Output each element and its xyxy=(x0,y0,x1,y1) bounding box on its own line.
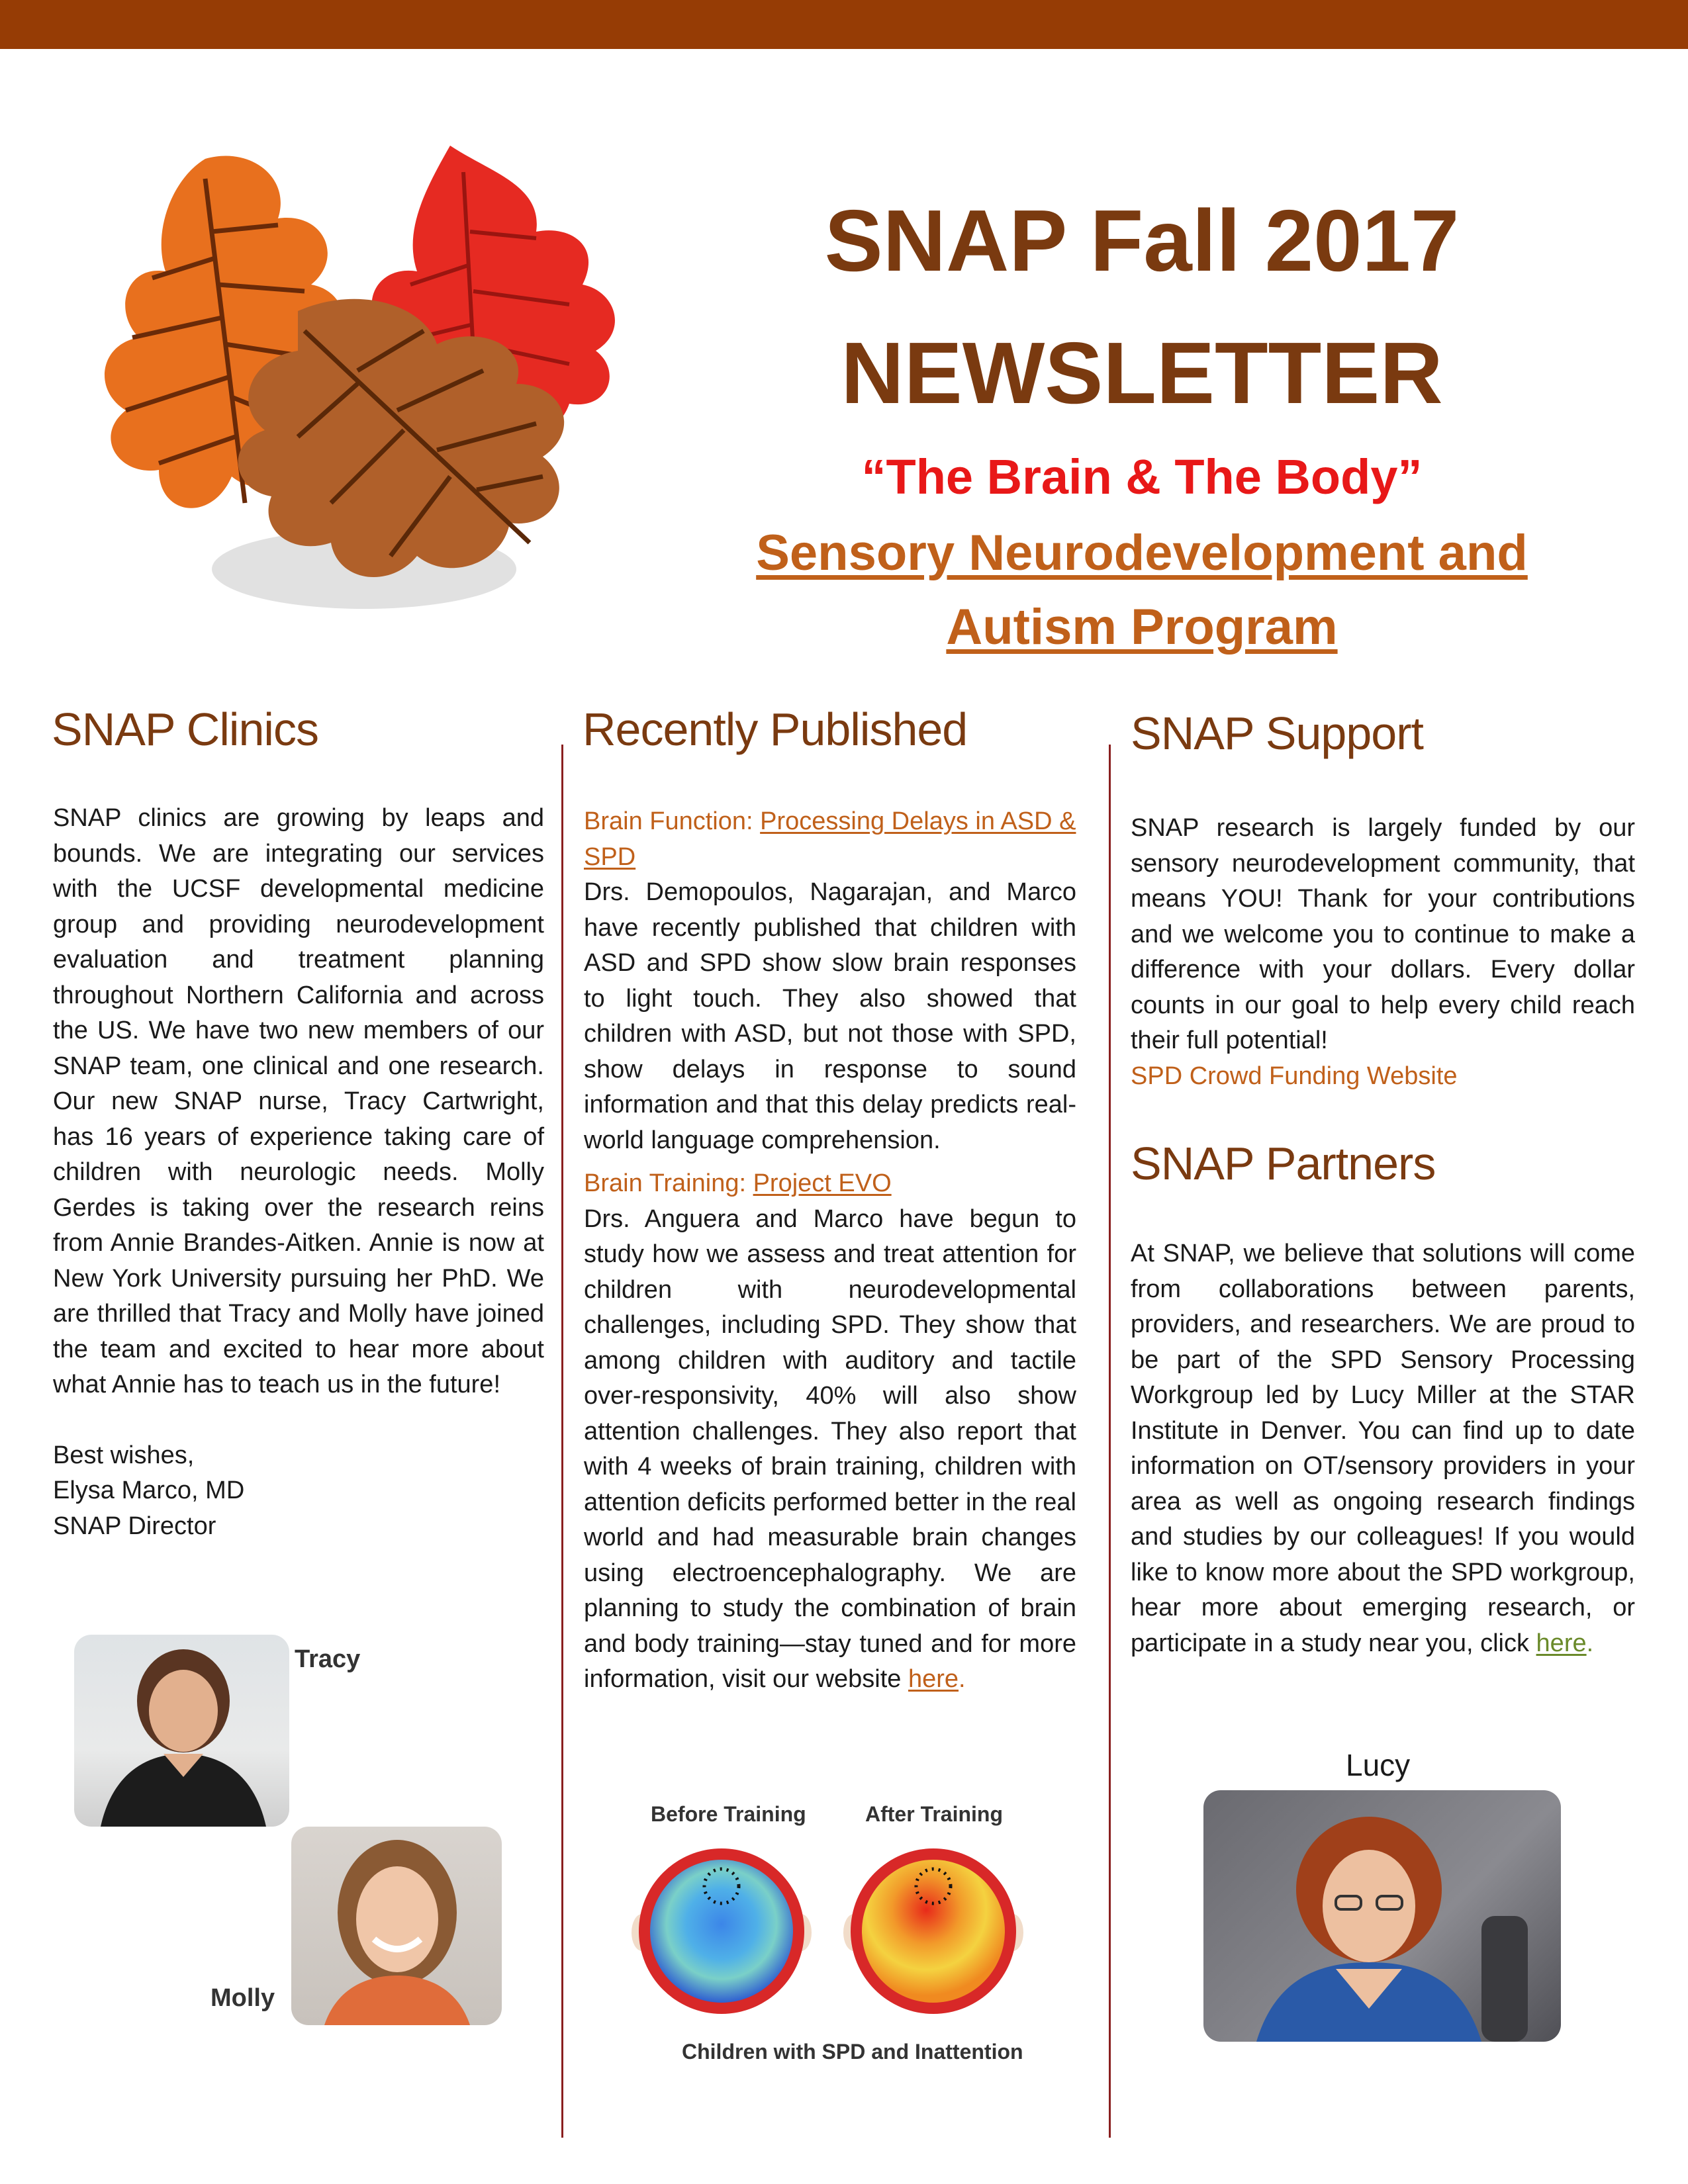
website-here-link[interactable]: here xyxy=(908,1665,959,1693)
article1-category: Brain Function: xyxy=(584,807,761,835)
photo-tracy xyxy=(74,1635,289,1827)
eeg-caption: Children with SPD and Inattention xyxy=(682,2040,1023,2064)
top-color-bar xyxy=(0,0,1688,49)
column-divider-right xyxy=(1109,745,1111,2138)
article1-link[interactable]: Processing Delays in ASD & SPD xyxy=(584,807,1076,871)
newsletter-title-line2: NEWSLETTER xyxy=(841,324,1443,422)
photo-lucy xyxy=(1203,1790,1561,2042)
photo-label-lucy: Lucy xyxy=(1346,1748,1411,1782)
eeg-after-label: After Training xyxy=(865,1802,1004,1826)
signer-name: Elysa Marco, MD xyxy=(53,1477,245,1504)
article1-heading xyxy=(584,804,1076,875)
published-section xyxy=(584,804,1076,1698)
article2-heading xyxy=(584,1166,1076,1202)
article2-link[interactable]: Project EVO xyxy=(753,1169,892,1197)
article1-body: Drs. Demopoulos, Nagarajan, and Marco have recently published that children with ASD and SPD show slow brain responses to light touch. They also showed that children with ASD, but not those with SPD, show delays in response to sound information and that this delay predicts real-world language comprehension. xyxy=(584,878,1076,1154)
eeg-brain-maps xyxy=(622,1833,1046,2032)
newsletter-subtitle: “The Brain & The Body” xyxy=(861,449,1423,504)
partners-here-link[interactable]: here xyxy=(1536,1629,1587,1657)
eeg-after-map xyxy=(843,1848,1023,2014)
article2-end-period: . xyxy=(959,1665,966,1693)
support-link-line xyxy=(1131,1059,1635,1095)
program-name[interactable] xyxy=(735,516,1549,664)
newsletter-title-line1: SNAP Fall 2017 xyxy=(824,192,1460,289)
partners-body: At SNAP, we believe that solutions will come from collaborations between parents, providers, and researchers. We are proud to be part of the SPD Sensory Processing Workgroup led by Lucy Miller at the STAR Institute in Denver. You can find up to date information on OT/sensory providers in your area as well as ongoing research findings and studies by our colleagues! If you would like to know more about the SPD workgroup, hear more about emerging research, or participate in a study near you, click xyxy=(1131,1240,1635,1657)
crowd-funding-link[interactable]: SPD Crowd Funding Website xyxy=(1131,1062,1458,1090)
partners-end-period: . xyxy=(1586,1629,1594,1657)
partners-section xyxy=(1131,1236,1635,1661)
article2-body-wrapper xyxy=(584,1202,1076,1698)
clinics-heading: SNAP Clinics xyxy=(52,704,318,755)
autumn-leaves-illustration xyxy=(79,132,675,649)
signer-title: SNAP Director xyxy=(53,1512,216,1540)
closing-line: Best wishes, xyxy=(53,1441,195,1469)
article2-category: Brain Training: xyxy=(584,1169,753,1197)
program-name-line1[interactable]: Sensory Neurodevelopment and xyxy=(756,525,1528,581)
clinics-body: SNAP clinics are growing by leaps and bounds. We are integrating our services with the UCSF developmental medicine group and providing neurodevelopment evaluation and treatment planning throughout Northern California and across the US. We have two new members of our SNAP team, one clinical and one research. Our new SNAP nurse, Tracy Cartwright, has 16 years of experience taking care of children with neurologic needs. Molly Gerdes is taking over the research reins from Annie Brandes-Aitken. Annie is now at New York University pursuing her PhD. We are thrilled that Tracy and Molly have joined the team and excited to hear more about what Annie has to teach us in the future! xyxy=(53,804,544,1398)
clinics-section xyxy=(53,801,544,1544)
partners-body-wrapper xyxy=(1131,1236,1635,1661)
photo-molly xyxy=(291,1827,502,2025)
support-heading: SNAP Support xyxy=(1131,707,1423,759)
column-divider-left xyxy=(561,745,563,2138)
program-name-line2[interactable]: Autism Program xyxy=(946,599,1338,655)
support-section xyxy=(1131,811,1635,1094)
eeg-before-map xyxy=(632,1848,812,2014)
photo-label-molly: Molly xyxy=(211,1984,275,2012)
support-body: SNAP research is largely funded by our sensory neurodevelopment community, that means YOU! Thank for your contributions and we welcome you to continue to make a difference with your dollars. Every dollar counts in our goal to help every child reach their full potential! xyxy=(1131,814,1635,1054)
photo-label-tracy: Tracy xyxy=(295,1645,361,1673)
partners-heading: SNAP Partners xyxy=(1131,1138,1436,1189)
published-heading: Recently Published xyxy=(583,704,968,755)
article2-body: Drs. Anguera and Marco have begun to study how we assess and treat attention for children with neurodevelopmental challenges, including SPD. They show that among children with auditory and tactile over-responsivity, 40% will also show attention challenges. They also report that with 4 weeks of brain training, children with attention deficits performed better in the real world and had measurable brain changes using electroencephalography. We are planning to study the combination of brain and body training—stay tuned and for more information, visit our website xyxy=(584,1205,1076,1693)
eeg-before-label: Before Training xyxy=(651,1802,806,1826)
